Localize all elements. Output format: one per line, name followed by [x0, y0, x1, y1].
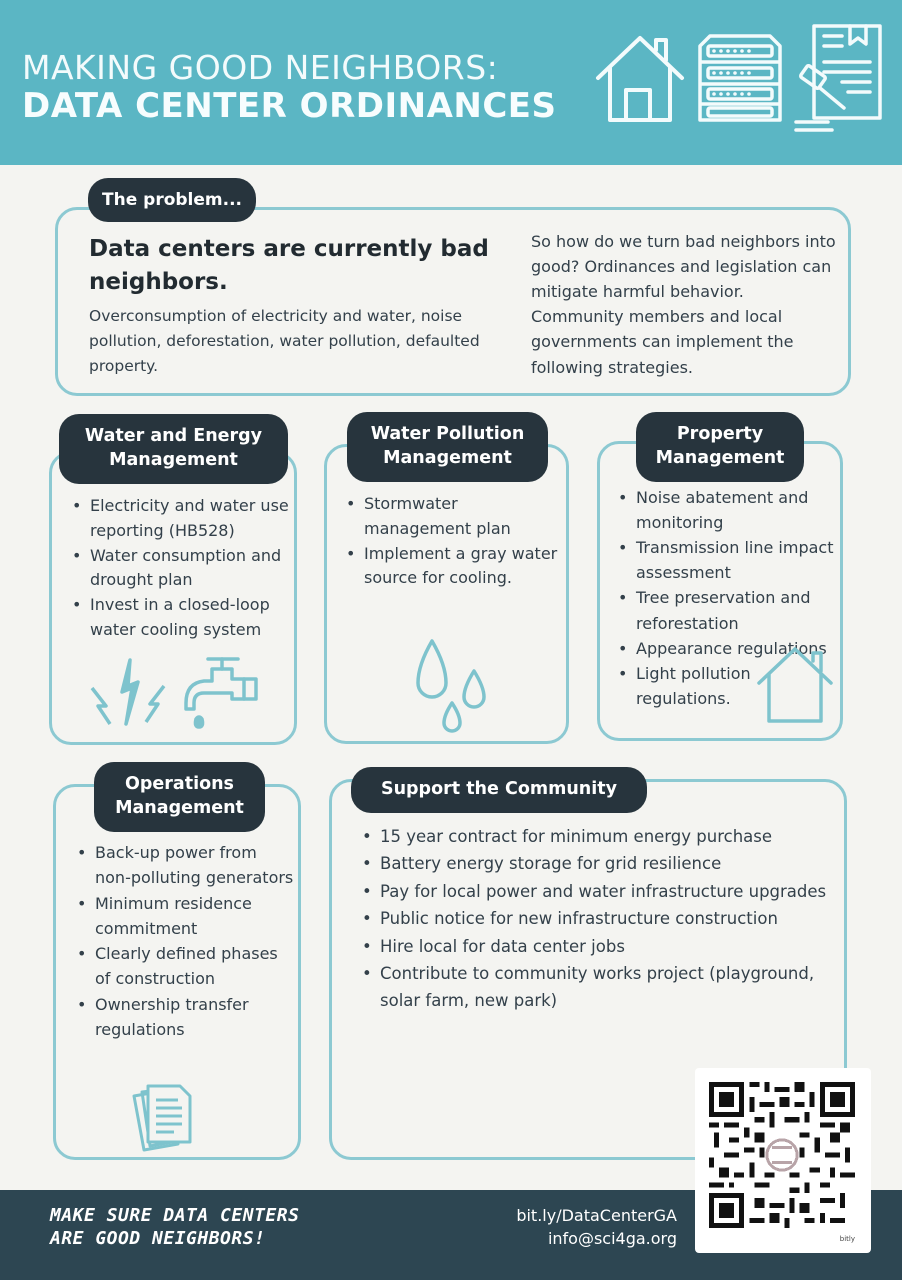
slogan-line-2: ARE GOOD NEIGHBORS!	[50, 1228, 266, 1250]
list-item: • Stormwater management plan	[346, 492, 561, 542]
qr-code[interactable]	[695, 1068, 871, 1253]
list-item: • Light pollution regulations.	[618, 661, 840, 711]
list-item: • Back-up power from non-polluting generators	[77, 840, 297, 891]
house-icon	[594, 32, 686, 126]
list-item: • Invest in a closed-loop water cooling system	[72, 593, 290, 643]
title-line-2: DATA CENTER ORDINANCES	[22, 86, 557, 126]
problem-solution-text: So how do we turn bad neighbors into good? Ordinances and legislation can mitigate harmful behavior. Community members and local governments can implement the following strategies.	[531, 232, 836, 377]
list-item: • Public notice for new infrastructure construction	[362, 905, 832, 932]
list-item: • Water consumption and drought plan	[72, 544, 290, 594]
footer-email[interactable]: info@sci4ga.org	[547, 1229, 677, 1249]
lightning-icon	[86, 656, 170, 728]
water-pollution-title: Water Pollution Management	[347, 412, 548, 482]
footer-link[interactable]: bit.ly/DataCenterGA	[516, 1206, 677, 1225]
footer-slogan	[50, 1204, 299, 1251]
list-item: • Minimum residence commitment	[77, 891, 297, 942]
list-item: • 15 year contract for minimum energy purchase	[362, 823, 832, 850]
list-item: • Hire local for data center jobs	[362, 933, 832, 960]
list-item: • Battery energy storage for grid resilience	[362, 850, 832, 877]
problem-heading: Data centers are currently bad neighbors.	[89, 236, 489, 296]
list-item: • Contribute to community works project (playground, solar farm, new park)	[362, 960, 832, 1015]
water-energy-list	[72, 494, 290, 643]
server-rack-icon	[696, 32, 784, 126]
property-title: Property Management	[636, 412, 804, 482]
qr-code-icon	[709, 1080, 855, 1230]
problem-description: Overconsumption of electricity and water, noise pollution, deforestation, water pollution, defaulted property.	[89, 307, 480, 375]
qr-label: bitly	[839, 1235, 855, 1243]
house-outline-icon	[755, 645, 835, 725]
operations-title: Operations Management	[94, 762, 265, 832]
water-drops-icon	[402, 637, 494, 739]
community-list	[362, 823, 832, 1015]
documents-icon	[128, 1082, 198, 1152]
title-line-1: MAKING GOOD NEIGHBORS:	[22, 48, 499, 87]
list-item: • Appearance regulations	[618, 636, 840, 661]
community-title: Support the Community	[351, 767, 647, 813]
water-pollution-list	[346, 492, 561, 591]
header-banner	[0, 0, 902, 165]
water-energy-title: Water and Energy Management	[59, 414, 288, 484]
list-item: • Implement a gray water source for cooling.	[346, 542, 561, 592]
operations-list	[77, 840, 297, 1042]
slogan-line-1: MAKE SURE DATA CENTERS	[50, 1205, 300, 1226]
list-item: • Tree preservation and reforestation	[618, 585, 840, 635]
list-item: • Electricity and water use reporting (HB528)	[72, 494, 290, 544]
list-item: • Pay for local power and water infrastructure upgrades	[362, 878, 832, 905]
list-item: • Transmission line impact assessment	[618, 535, 840, 585]
faucet-icon	[182, 653, 264, 737]
list-item: • Ownership transfer regulations	[77, 992, 297, 1043]
gavel-document-icon	[792, 22, 886, 138]
problem-label: The problem...	[88, 178, 256, 222]
list-item: • Clearly defined phases of construction	[77, 941, 297, 992]
list-item: • Noise abatement and monitoring	[618, 485, 840, 535]
footer-contact	[516, 1204, 677, 1250]
